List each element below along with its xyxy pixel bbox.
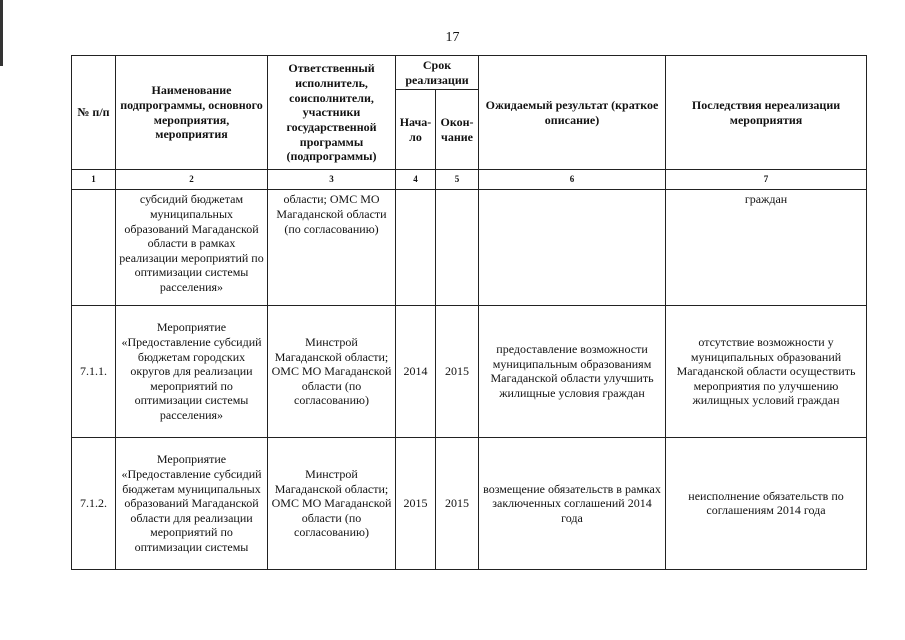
column-number-row xyxy=(72,170,867,190)
column-number: 3 xyxy=(268,170,396,190)
column-number: 1 xyxy=(72,170,116,190)
header-end: Окон-чание xyxy=(436,90,479,170)
header-term: Срок реализации xyxy=(396,56,479,90)
table-row xyxy=(72,190,867,306)
header-row-1 xyxy=(72,56,867,90)
page-number: 17 xyxy=(445,30,460,45)
header-name: Наименование подпрограммы, основного мероприятия, мероприятия xyxy=(116,56,268,170)
header-responsible: Ответственный исполнитель, соисполнители, участники государственной программы (подпрограммы) xyxy=(268,56,396,170)
row-number: 7.1.2. xyxy=(72,437,116,569)
header-number: № п/п xyxy=(72,56,116,170)
row-result: возмещение обязательств в рамках заключенных соглашений 2014 года xyxy=(479,437,666,569)
column-number: 6 xyxy=(479,170,666,190)
header-start: Нача-ло xyxy=(396,90,436,170)
header-result: Ожидаемый результат (краткое описание) xyxy=(479,56,666,170)
row-result: предоставление возможности муниципальным образованиям Магаданской области улучшить жилищные условия граждан xyxy=(479,306,666,438)
row-number: 7.1.1. xyxy=(72,306,116,438)
row-result xyxy=(479,190,666,306)
row-name: Мероприятие «Предоставление субсидий бюджетам муниципальных образований Магаданской области для реализации мероприятий по оптимизации системы xyxy=(116,437,268,569)
column-number: 7 xyxy=(666,170,867,190)
header-consequences: Последствия нереализации мероприятия xyxy=(666,56,867,170)
row-consequences: отсутствие возможности у муниципальных образований Магаданской области осуществить мероприятия по улучшению жилищных условий граждан xyxy=(666,306,867,438)
row-responsible: Минстрой Магаданской области; ОМС МО Магаданской области (по согласованию) xyxy=(268,437,396,569)
row-consequences: граждан xyxy=(666,190,867,306)
row-responsible: области; ОМС МО Магаданской области (по согласованию) xyxy=(268,190,396,306)
table-row xyxy=(72,306,867,438)
row-end: 2015 xyxy=(436,437,479,569)
row-responsible: Минстрой Магаданской области; ОМС МО Магаданской области (по согласованию) xyxy=(268,306,396,438)
column-number: 5 xyxy=(436,170,479,190)
row-number xyxy=(72,190,116,306)
column-number: 4 xyxy=(396,170,436,190)
row-end xyxy=(436,190,479,306)
row-start xyxy=(396,190,436,306)
table-row xyxy=(72,437,867,569)
row-name: Мероприятие «Предоставление субсидий бюджетам городских округов для реализации мероприятий по оптимизации системы расселения» xyxy=(116,306,268,438)
column-number: 2 xyxy=(116,170,268,190)
row-consequences: неисполнение обязательств по соглашениям 2014 года xyxy=(666,437,867,569)
row-start: 2015 xyxy=(396,437,436,569)
row-start: 2014 xyxy=(396,306,436,438)
program-table xyxy=(71,55,867,570)
row-name: субсидий бюджетам муниципальных образований Магаданской области в рамках реализации мероприятий по оптимизации системы расселения» xyxy=(116,190,268,306)
row-end: 2015 xyxy=(436,306,479,438)
